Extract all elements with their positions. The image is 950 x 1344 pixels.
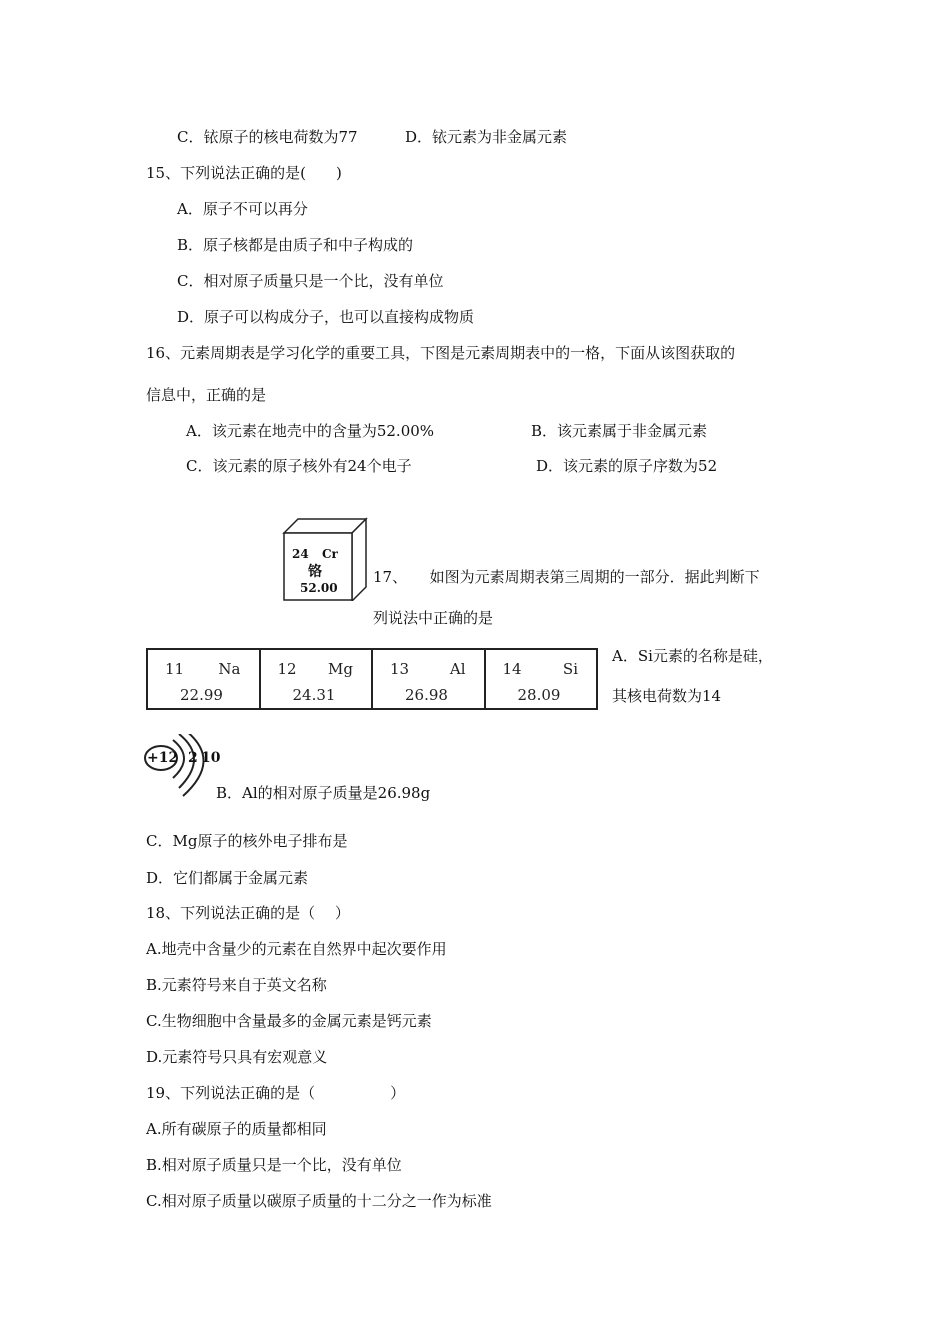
cell-symbol: Si xyxy=(562,660,578,678)
q17-option-d: D．它们都属于金属元素 xyxy=(146,869,309,887)
q19-stem: 19、下列说法正确的是（ ） xyxy=(146,1084,406,1102)
shell-nucleus: +12 xyxy=(147,750,179,766)
q18-option-b: B.元素符号来自于英文名称 xyxy=(146,976,327,994)
q19-option-b: B.相对原子质量只是一个比，没有单位 xyxy=(146,1156,402,1174)
mg-electron-shell-diagram xyxy=(143,734,223,798)
q17-option-c: C．Mg原子的核外电子排布是 xyxy=(146,832,348,850)
cell-number: 11 xyxy=(165,660,185,678)
q17-stem-line2: 列说法中正确的是 xyxy=(373,609,494,627)
q17-stem-line1: 17、 如图为元素周期表第三周期的一部分．据此判断下 xyxy=(373,568,760,586)
cell-number: 14 xyxy=(502,660,522,678)
cell-symbol: Al xyxy=(449,660,466,678)
cell-mass: 22.99 xyxy=(180,686,223,704)
q14-option-c: C．铱原子的核电荷数为77 xyxy=(177,128,358,146)
element-symbol: Cr xyxy=(322,547,338,561)
element-cell-chromium xyxy=(282,517,368,601)
periodic-cell-na xyxy=(148,650,261,708)
shell-electrons-1: 2 xyxy=(188,750,198,766)
q15-option-d: D．原子可以构成分子，也可以直接构成物质 xyxy=(177,308,475,326)
cell-number: 12 xyxy=(277,660,297,678)
cell-mass: 26.98 xyxy=(405,686,448,704)
element-atomic-number: 24 xyxy=(292,547,309,561)
element-name: 铬 xyxy=(308,564,322,580)
q19-option-a: A.所有碳原子的质量都相同 xyxy=(146,1120,327,1138)
q18-stem: 18、下列说法正确的是（ ） xyxy=(146,904,350,922)
cell-symbol: Mg xyxy=(328,660,353,678)
q16-option-a: A．该元素在地壳中的含量为52.00% xyxy=(186,422,435,440)
q17-option-b: B．Al的相对原子质量是26.98g xyxy=(216,784,431,802)
q15-option-a: A．原子不可以再分 xyxy=(177,200,308,218)
q17-option-a-line1: A．Si元素的名称是硅， xyxy=(612,647,773,665)
q15-option-c: C．相对原子质量只是一个比，没有单位 xyxy=(177,272,444,290)
q16-option-c: C．该元素的原子核外有24个电子 xyxy=(186,457,412,475)
q18-option-c: C.生物细胞中含量最多的金属元素是钙元素 xyxy=(146,1012,432,1030)
periodic-cell-si xyxy=(486,650,597,708)
q16-option-b: B．该元素属于非金属元素 xyxy=(531,422,708,440)
periodic-cell-mg xyxy=(261,650,374,708)
periodic-table-row-3 xyxy=(146,648,598,710)
periodic-cell-al xyxy=(373,650,486,708)
q17-option-a-line2: 其核电荷数为14 xyxy=(612,687,722,705)
q14-option-d: D．铱元素为非金属元素 xyxy=(405,128,568,146)
q15-stem: 15、下列说法正确的是( ) xyxy=(146,164,342,182)
cell-mass: 28.09 xyxy=(517,686,561,704)
shell-electrons-2: 10 xyxy=(201,750,221,766)
q16-stem-line1: 16、元素周期表是学习化学的重要工具，下图是元素周期表中的一格，下面从该图获取的 xyxy=(146,344,736,362)
q16-stem-line2: 信息中，正确的是 xyxy=(146,386,267,404)
q19-option-c: C.相对原子质量以碳原子质量的十二分之一作为标准 xyxy=(146,1192,492,1210)
q18-option-a: A.地壳中含量少的元素在自然界中起次要作用 xyxy=(146,940,447,958)
q18-option-d: D.元素符号只具有宏观意义 xyxy=(146,1048,328,1066)
cell-symbol: Na xyxy=(218,660,241,678)
element-mass: 52.00 xyxy=(300,581,338,595)
q16-option-d: D．该元素的原子序数为52 xyxy=(536,457,718,475)
cell-mass: 24.31 xyxy=(292,686,336,704)
q15-option-b: B．原子核都是由质子和中子构成的 xyxy=(177,236,414,254)
shell-arcs xyxy=(143,734,223,798)
cell-number: 13 xyxy=(390,660,410,678)
